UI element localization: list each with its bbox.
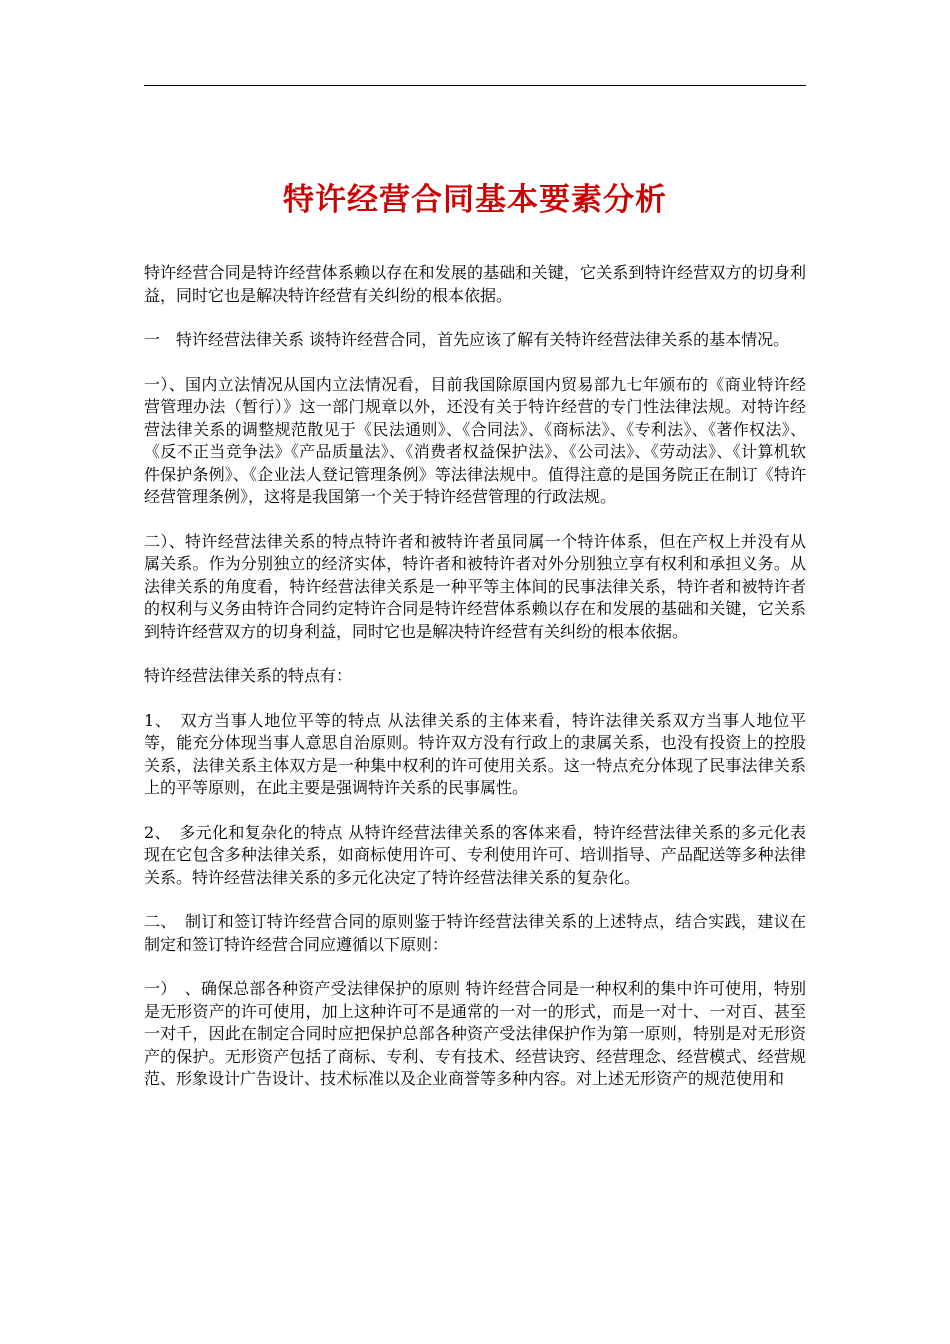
paragraph-section-2: 二、 制订和签订特许经营合同的原则鉴于特许经营法律关系的上述特点，结合实践，建议在制定和签订特许经营合同应遵循以下原则： xyxy=(144,912,806,954)
header-rule xyxy=(144,85,806,86)
page-title: 特许经营合同基本要素分析 xyxy=(283,182,667,218)
paragraph-section-1: 一 特许经营法律关系 谈特许经营合同，首先应该了解有关特许经营法律关系的基本情况。 xyxy=(144,330,790,349)
paragraph-domestic-legislation: 一）、国内立法情况从国内立法情况看，目前我国除原国内贸易部九七年颁布的《商业特许经营管理办法（暂行）》这一部门规章以外，还没有关于特许经营的专门性法律法规。对特许经营法律关系的调整规范散见于《民法通则》、《合同法》、《商标法》、《专利法》、《著作权法》、《反不正当竞争法》《产品质量法》、《消费者权益保护法》、《公司法》、《劳动法》、《计算机软件保护条例》、《企业法人登记管理条例》等法律法规中。值得注意的是国务院正在制订《特许经营管理条例》，这将是我国第一个关于特许经营管理的行政法规。 xyxy=(144,374,806,506)
paragraph-intro: 特许经营合同是特许经营体系赖以存在和发展的基础和关键，它关系到特许经营双方的切身利益，同时它也是解决特许经营有关纠纷的根本依据。 xyxy=(144,263,806,305)
paragraph-feature-1: 1、 双方当事人地位平等的特点 从法律关系的主体来看，特许法律关系双方当事人地位平等，能充分体现当事人意思自治原则。特许双方没有行政上的隶属关系，也没有投资上的控股关系，法律关系主体双方是一种集中权利的许可使用关系。这一特点充分体现了民事法律关系上的平等原则，在此主要是强调特许关系的民事属性。 xyxy=(144,710,806,797)
paragraph-feature-2: 2、 多元化和复杂化的特点 从特许经营法律关系的客体来看，特许经营法律关系的多元化表现在它包含多种法律关系，如商标使用许可、专利使用许可、培训指导、产品配送等多种法律关系。特许经营法律关系的多元化决定了特许经营法律关系的复杂化。 xyxy=(144,822,806,887)
document-body xyxy=(144,262,806,1113)
paragraph-principle-1: 一） 、确保总部各种资产受法律保护的原则 特许经营合同是一种权利的集中许可使用，特别是无形资产的许可使用，加上这种许可不是通常的一对一的形式，而是一对十、一对百、甚至一对千，因此在制定合同时应把保护总部各种资产受法律保护作为第一原则，特别是对无形资产的保护。无形资产包括了商标、专利、专有技术、经营诀窍、经营理念、经营模式、经营规范、形象设计广告设计、技术标准以及企业商誉等多种内容。对上述无形资产的规范使用和 xyxy=(144,979,806,1088)
paragraph-features-heading: 特许经营法律关系的特点有： xyxy=(144,666,353,685)
paragraph-legal-relationship-features: 二）、特许经营法律关系的特点特许者和被特许者虽同属一个特许体系，但在产权上并没有从属关系。作为分别独立的经济实体，特许者和被特许者对外分别独立享有权利和承担义务。从法律关系的角度看，特许经营法律关系是一种平等主体间的民事法律关系，特许者和被特许者的权利与义务由特许合同约定特许合同是特许经营体系赖以存在和发展的基础和关键，它关系到特许经营双方的切身利益，同时它也是解决特许经营有关纠纷的根本依据。 xyxy=(144,531,806,641)
